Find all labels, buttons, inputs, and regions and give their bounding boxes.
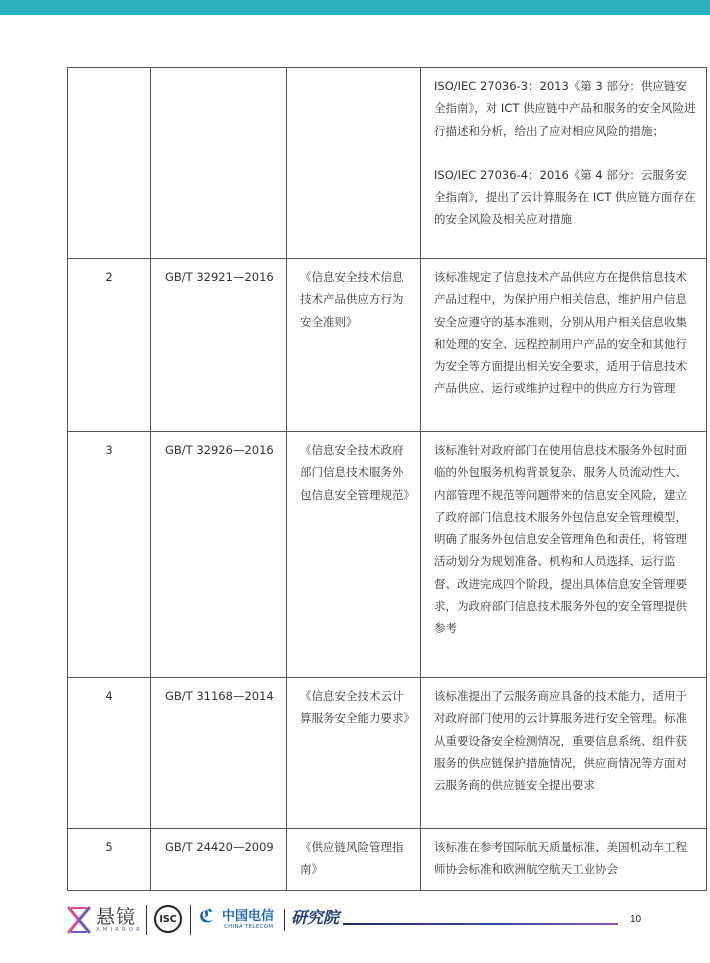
page-footer	[0, 896, 710, 946]
row-number: 2	[68, 259, 151, 432]
row-number: 4	[68, 678, 151, 829]
table-row	[68, 432, 707, 678]
standard-code: GB/T 24420—2009	[151, 829, 287, 891]
standard-title	[287, 68, 421, 259]
table-row	[68, 259, 707, 432]
standard-code: GB/T 31168—2014	[151, 678, 287, 829]
standard-code: GB/T 32926—2016	[151, 432, 287, 678]
table-row	[68, 829, 707, 891]
china-telecom-name: 中国电信	[222, 909, 275, 924]
standard-title: 《供应链风险管理指南》	[287, 829, 421, 891]
standard-code: GB/T 32921—2016	[151, 259, 287, 432]
standard-title: 《信息安全技术信息技术产品供应方行为安全准则》	[287, 259, 421, 432]
standard-description: 该标准在参考国际航天质量标准、美国机动车工程师协会标准和欧洲航空航天工业协会	[421, 829, 707, 891]
china-telecom-logo-icon: ℭ	[199, 906, 214, 927]
standard-code	[151, 68, 287, 259]
page-number: 10	[630, 914, 642, 925]
standard-description	[421, 68, 707, 259]
standard-description: 该标准规定了信息技术产品供应方在提供信息技术产品过程中，为保护用户相关信息，维护用户信息安全应遵守的基本准则，分别从用户相关信息收集和处理的安全、远程控制用户产品的安全和其他行为安全等方面提出相关安全要求，适用于信息技术产品供应、运行或维护过程中的供应方行为管理	[421, 259, 707, 432]
footer-divider	[146, 905, 147, 935]
footer-divider	[190, 905, 191, 935]
table-row	[68, 678, 707, 829]
research-institute-label: 研究院	[291, 908, 340, 927]
china-telecom-english: CHINA TELECOM	[224, 924, 274, 930]
xmirror-logo-icon	[66, 905, 92, 935]
description-paragraph: ISO/IEC 27036-4：2016《第 4 部分：云服务安全指南》，提出了云计算服务在 ICT 供应链方面存在的安全风险及相关应对措施	[434, 167, 696, 227]
row-number: 3	[68, 432, 151, 678]
standard-title: 《信息安全技术云计算服务安全能力要求》	[287, 678, 421, 829]
description-paragraph: ISO/IEC 27036-3：2013《第 3 部分：供应链安全指南》，对 ICT 供应链中产品和服务的安全风险进行描述和分析，给出了应对相应风险的措施；	[434, 79, 696, 138]
row-number: 5	[68, 829, 151, 891]
standard-description: 该标准提出了云服务商应具备的技术能力，适用于对政府部门使用的云计算服务进行安全管理。标准从重要设备安全检测情况，重要信息系统、组件获服务的供应链保护措施情况，供应商情况等方面对云服务商的供应链安全提出要求	[421, 678, 707, 829]
footer-divider	[284, 909, 285, 931]
xmirror-brand-subtitle: XMIRROR	[96, 927, 143, 933]
table-row	[68, 68, 707, 259]
top-accent-bar	[0, 0, 710, 15]
isc-logo: ISC	[154, 905, 182, 933]
footer-rule	[343, 923, 618, 925]
standards-table	[67, 67, 707, 891]
row-number	[68, 68, 151, 259]
xmirror-brand-name: 悬镜	[96, 906, 137, 928]
standard-description: 该标准针对政府部门在使用信息技术服务外包时面临的外包服务机构背景复杂、服务人员流动性大、内部管理不规范等问题带来的信息安全风险，建立了政府部门信息技术服务外包信息安全管理模型，明确了服务外包信息安全管理角色和责任，将管理活动划分为规划准备、机构和人员选择、运行监督、改进完成四个阶段，提出具体信息安全管理要求，为政府部门信息技术服务外包的安全管理提供参考	[421, 432, 707, 678]
standard-title: 《信息安全技术政府部门信息技术服务外包信息安全管理规范》	[287, 432, 421, 678]
